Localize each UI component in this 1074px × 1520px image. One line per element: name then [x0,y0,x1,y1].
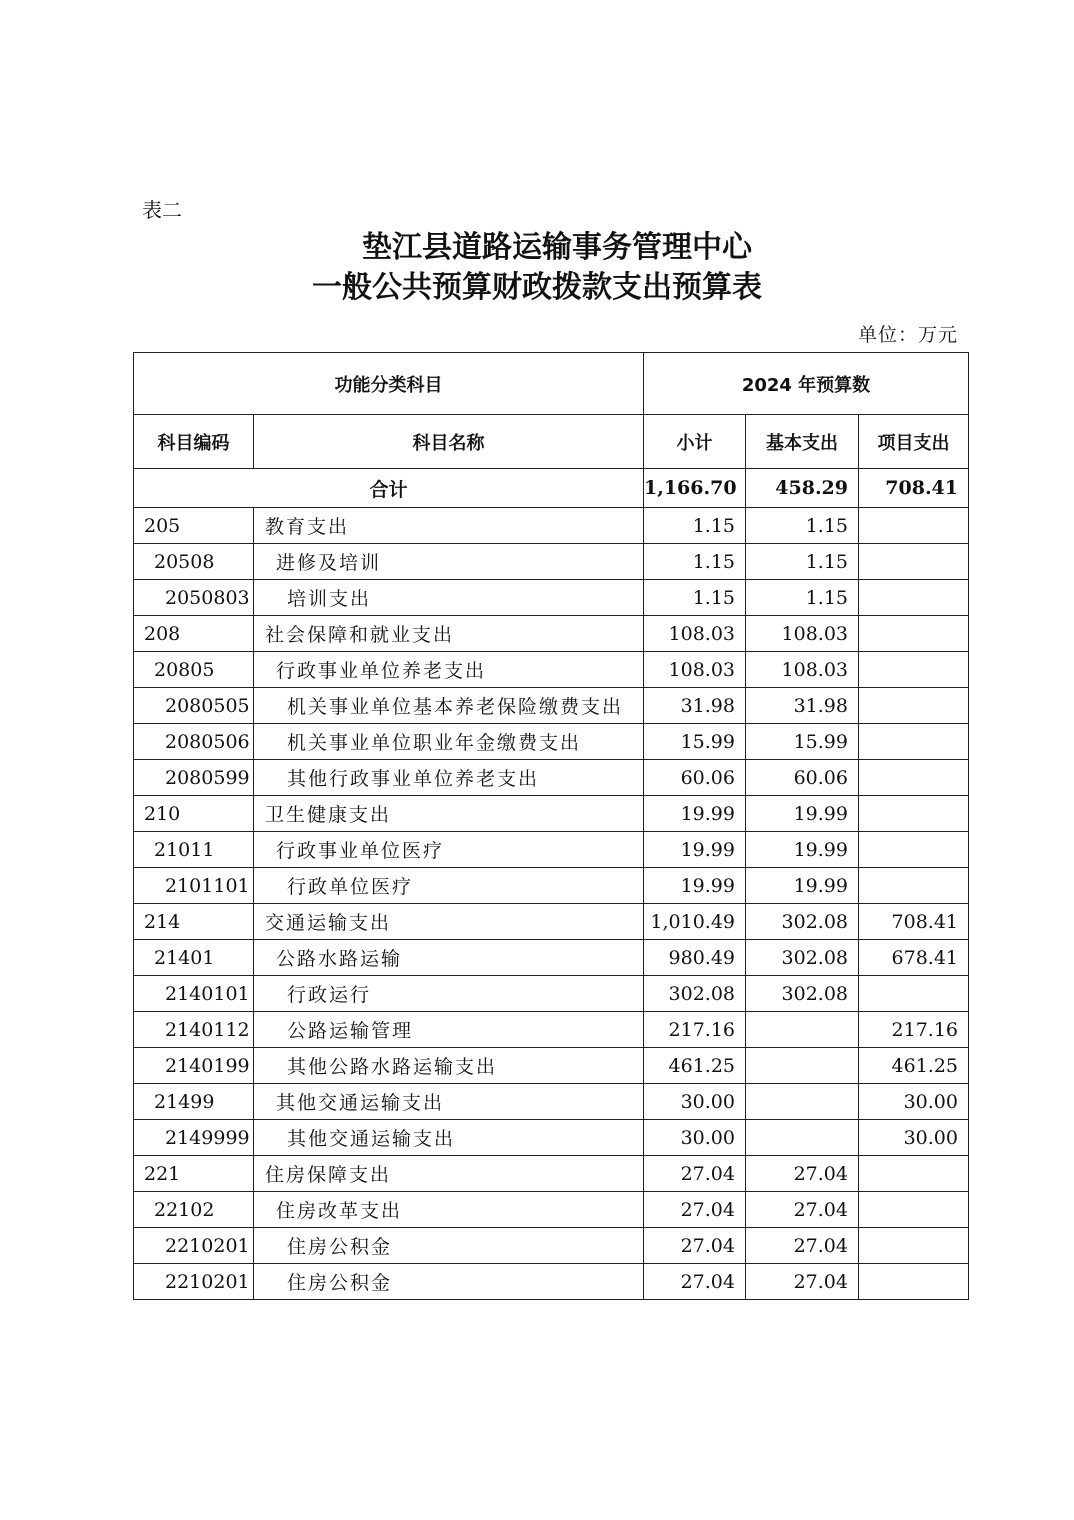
row-basic: 15.99 [746,724,859,760]
row-subtotal: 31.98 [644,688,746,724]
row-basic: 31.98 [746,688,859,724]
row-subtotal: 1,010.49 [644,904,746,940]
row-name: 卫生健康支出 [254,796,644,832]
row-project [859,724,969,760]
row-basic: 1.15 [746,580,859,616]
row-code: 208 [134,616,254,652]
row-project [859,616,969,652]
row-code: 210 [134,796,254,832]
row-name: 公路运输管理 [254,1012,644,1048]
row-basic: 302.08 [746,904,859,940]
row-code: 2101101 [134,868,254,904]
table-row [134,940,969,976]
table-row [134,1120,969,1156]
row-basic [746,1084,859,1120]
budget-table [133,352,969,1300]
row-basic: 19.99 [746,868,859,904]
row-name: 培训支出 [254,580,644,616]
row-name: 其他交通运输支出 [254,1084,644,1120]
row-project: 461.25 [859,1048,969,1084]
row-subtotal: 30.00 [644,1084,746,1120]
header-code: 科目编码 [134,415,254,469]
table-row [134,1084,969,1120]
row-code: 2050803 [134,580,254,616]
row-code: 20508 [134,544,254,580]
row-name: 行政运行 [254,976,644,1012]
row-name: 公路水路运输 [254,940,644,976]
row-project: 708.41 [859,904,969,940]
page-title [0,228,1074,308]
row-subtotal: 1.15 [644,508,746,544]
table-row [134,1048,969,1084]
header-subtotal: 小计 [644,415,746,469]
row-project [859,1264,969,1300]
row-basic [746,1012,859,1048]
row-basic: 302.08 [746,940,859,976]
total-basic: 458.29 [746,469,859,508]
row-code: 2080505 [134,688,254,724]
row-code: 21499 [134,1084,254,1120]
table-row [134,508,969,544]
row-name: 机关事业单位职业年金缴费支出 [254,724,644,760]
total-row [134,469,969,508]
row-basic: 19.99 [746,832,859,868]
row-subtotal: 108.03 [644,616,746,652]
row-subtotal: 15.99 [644,724,746,760]
row-code: 2080506 [134,724,254,760]
row-name: 社会保障和就业支出 [254,616,644,652]
row-basic: 27.04 [746,1192,859,1228]
row-name: 住房公积金 [254,1264,644,1300]
total-label: 合计 [134,469,644,508]
unit-label: 单位：万元 [857,324,958,346]
row-subtotal: 30.00 [644,1120,746,1156]
row-basic [746,1120,859,1156]
row-subtotal: 980.49 [644,940,746,976]
table-row [134,868,969,904]
title-line-1: 垫江县道路运输事务管理中心 [362,230,752,265]
table-row [134,1228,969,1264]
row-project: 30.00 [859,1120,969,1156]
row-project [859,544,969,580]
row-code: 205 [134,508,254,544]
row-name: 行政事业单位养老支出 [254,652,644,688]
row-subtotal: 217.16 [644,1012,746,1048]
table-row [134,1156,969,1192]
row-code: 2149999 [134,1120,254,1156]
table-row [134,796,969,832]
table-row [134,976,969,1012]
row-subtotal: 19.99 [644,832,746,868]
total-project: 708.41 [859,469,969,508]
row-basic: 1.15 [746,544,859,580]
row-project [859,760,969,796]
table-row [134,832,969,868]
header-functional-classification: 功能分类科目 [134,353,644,415]
row-name: 其他行政事业单位养老支出 [254,760,644,796]
row-code: 2140112 [134,1012,254,1048]
row-name: 行政单位医疗 [254,868,644,904]
row-name: 行政事业单位医疗 [254,832,644,868]
row-code: 2210201 [134,1228,254,1264]
row-project [859,1156,969,1192]
table-row [134,760,969,796]
row-code: 2080599 [134,760,254,796]
row-code: 2140101 [134,976,254,1012]
row-name: 住房公积金 [254,1228,644,1264]
row-basic: 27.04 [746,1264,859,1300]
row-code: 221 [134,1156,254,1192]
row-subtotal: 27.04 [644,1264,746,1300]
row-project [859,868,969,904]
header-name: 科目名称 [254,415,644,469]
table-row [134,544,969,580]
row-basic: 60.06 [746,760,859,796]
row-project [859,976,969,1012]
row-basic: 302.08 [746,976,859,1012]
row-subtotal: 19.99 [644,868,746,904]
row-code: 20805 [134,652,254,688]
table-row [134,724,969,760]
header-budget-year: 2024 年预算数 [644,353,969,415]
row-name: 其他交通运输支出 [254,1120,644,1156]
header-row-group [134,353,969,415]
row-project [859,832,969,868]
table-row [134,688,969,724]
table-row [134,580,969,616]
header-basic: 基本支出 [746,415,859,469]
row-project: 217.16 [859,1012,969,1048]
table-row [134,1264,969,1300]
row-code: 21011 [134,832,254,868]
row-code: 2140199 [134,1048,254,1084]
row-name: 机关事业单位基本养老保险缴费支出 [254,688,644,724]
row-project [859,580,969,616]
row-basic: 108.03 [746,652,859,688]
row-subtotal: 1.15 [644,544,746,580]
row-code: 2210201 [134,1264,254,1300]
row-project [859,508,969,544]
row-basic [746,1048,859,1084]
row-basic: 27.04 [746,1228,859,1264]
row-subtotal: 27.04 [644,1192,746,1228]
header-project: 项目支出 [859,415,969,469]
header-row-columns [134,415,969,469]
table-row [134,1192,969,1228]
table-row [134,616,969,652]
row-name: 住房保障支出 [254,1156,644,1192]
row-basic: 1.15 [746,508,859,544]
row-subtotal: 108.03 [644,652,746,688]
row-name: 交通运输支出 [254,904,644,940]
table-row [134,1012,969,1048]
row-subtotal: 461.25 [644,1048,746,1084]
row-code: 22102 [134,1192,254,1228]
table-label: 表二 [142,198,182,222]
row-subtotal: 27.04 [644,1228,746,1264]
row-project: 678.41 [859,940,969,976]
row-project [859,796,969,832]
row-subtotal: 19.99 [644,796,746,832]
row-name: 其他公路水路运输支出 [254,1048,644,1084]
row-project [859,1228,969,1264]
row-project [859,1192,969,1228]
table-row [134,904,969,940]
total-subtotal: 1,166.70 [644,469,746,508]
row-basic: 27.04 [746,1156,859,1192]
row-code: 214 [134,904,254,940]
row-name: 住房改革支出 [254,1192,644,1228]
row-code: 21401 [134,940,254,976]
row-subtotal: 1.15 [644,580,746,616]
row-name: 教育支出 [254,508,644,544]
row-project: 30.00 [859,1084,969,1120]
row-basic: 108.03 [746,616,859,652]
table-row [134,652,969,688]
title-line-2: 一般公共预算财政拨款支出预算表 [312,270,762,305]
row-name: 进修及培训 [254,544,644,580]
row-subtotal: 60.06 [644,760,746,796]
row-subtotal: 27.04 [644,1156,746,1192]
row-project [859,652,969,688]
row-subtotal: 302.08 [644,976,746,1012]
row-project [859,688,969,724]
row-basic: 19.99 [746,796,859,832]
